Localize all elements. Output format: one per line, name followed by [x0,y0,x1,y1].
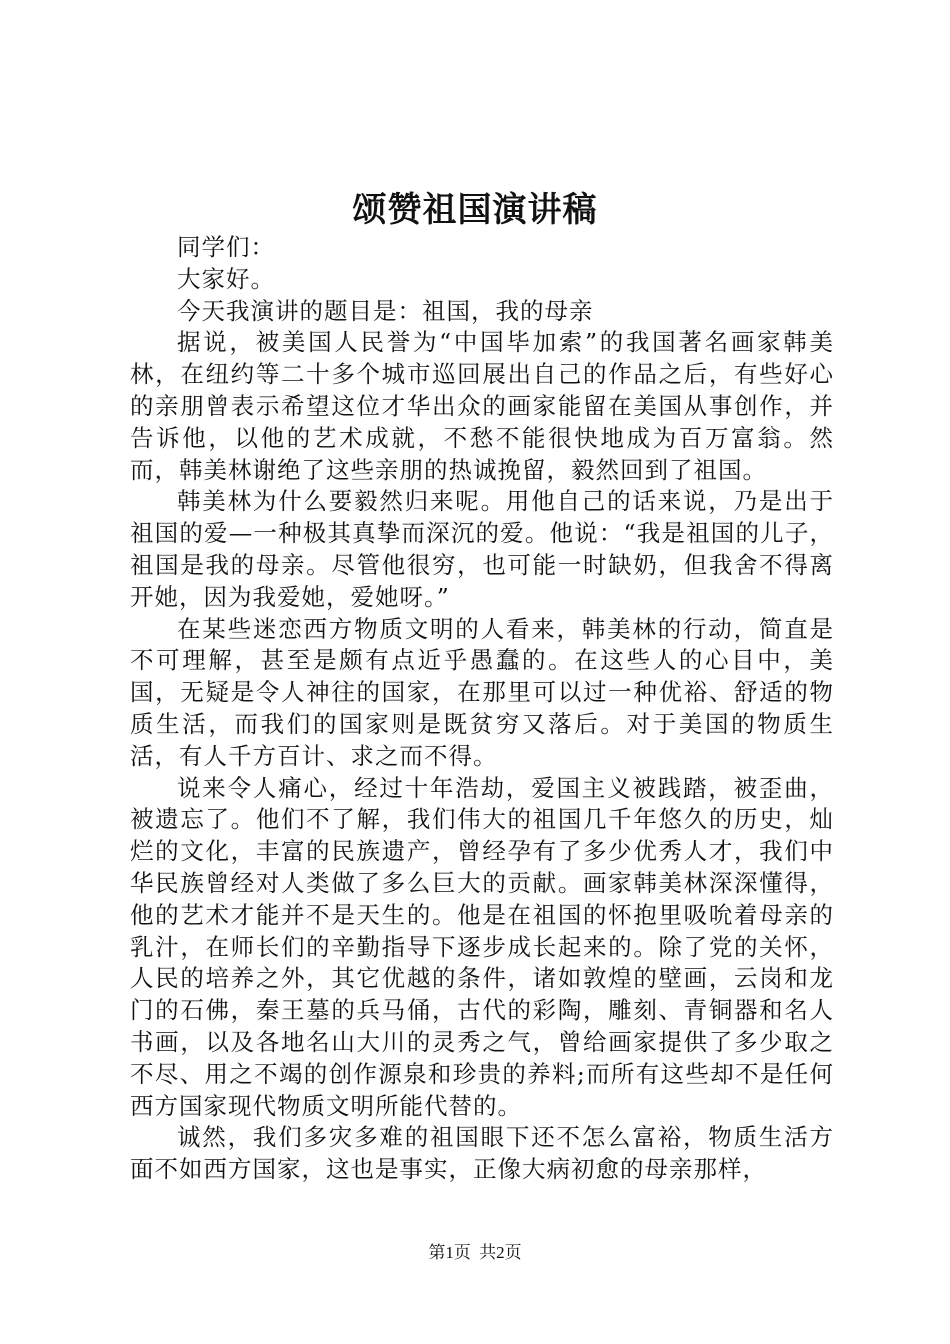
paragraph: 诚然，我们多灾多难的祖国眼下还不怎么富裕，物质生活方面不如西方国家，这也是事实，正像大病初愈的母亲那样， [130,1123,834,1184]
paragraph: 在某些迷恋西方物质文明的人看来，韩美林的行动，简直是不可理解，甚至是颇有点近乎愚蠢的。在这些人的心目中，美国，无疑是令人神往的国家，在那里可以过一种优裕、舒适的物质生活，而我们的国家则是既贫穷又落后。对于美国的物质生活，有人千方百计、求之而不得。 [130,614,834,770]
paragraph-salutation: 大家好。 [177,264,275,293]
page-total: 共2页 [479,1243,522,1262]
paragraph: 韩美林为什么要毅然归来呢。用他自己的话来说，乃是出于祖国的爱—一种极其真挚而深沉的爱。他说：“我是祖国的儿子，祖国是我的母亲。尽管他很穷，也可能一时缺奶，但我舍不得离开她，因为我爱她，爱她呀。” [130,487,834,611]
document-title: 颂赞祖国演讲稿 [352,190,598,230]
paragraph: 说来令人痛心，经过十年浩劫，爱国主义被践踏，被歪曲，被遗忘了。他们不了解，我们伟大的祖国几千年悠久的历史，灿烂的文化，丰富的民族遗产，曾经孕有了多少优秀人才，我们中华民族曾经对人类做了多么巨大的贡献。画家韩美林深深懂得，他的艺术才能并不是天生的。他是在祖国的怀抱里吸吮着母亲的乳汁，在师长们的辛勤指导下逐步成长起来的。除了党的关怀，人民的培养之外，其它优越的条件，诸如敦煌的壁画，云岗和龙门的石佛，秦王墓的兵马俑，古代的彩陶，雕刻、青铜器和名人书画，以及各地名山大川的灵秀之气，曾给画家提供了多少取之不尽、用之不竭的创作源泉和珍贵的养料;而所有这些却不是任何西方国家现代物质文明所能代替的。 [130,773,834,1120]
page-number: 第1页 [428,1243,471,1262]
paragraph-topic: 今天我演讲的题目是：祖国，我的母亲 [177,296,594,325]
paragraph: 据说，被美国人民誉为“中国毕加索”的我国著名画家韩美林，在纽约等二十多个城市巡回展出自己的作品之后，有些好心的亲朋曾表示希望这位才华出众的画家能留在美国从事创作，并告诉他，以他的艺术成就，不愁不能很快地成为百万富翁。然而，韩美林谢绝了这些亲朋的热诚挽留，毅然回到了祖国。 [130,328,834,484]
document-body [130,232,834,1186]
paragraph-greeting: 同学们： [177,233,275,261]
page-footer [0,1241,950,1265]
